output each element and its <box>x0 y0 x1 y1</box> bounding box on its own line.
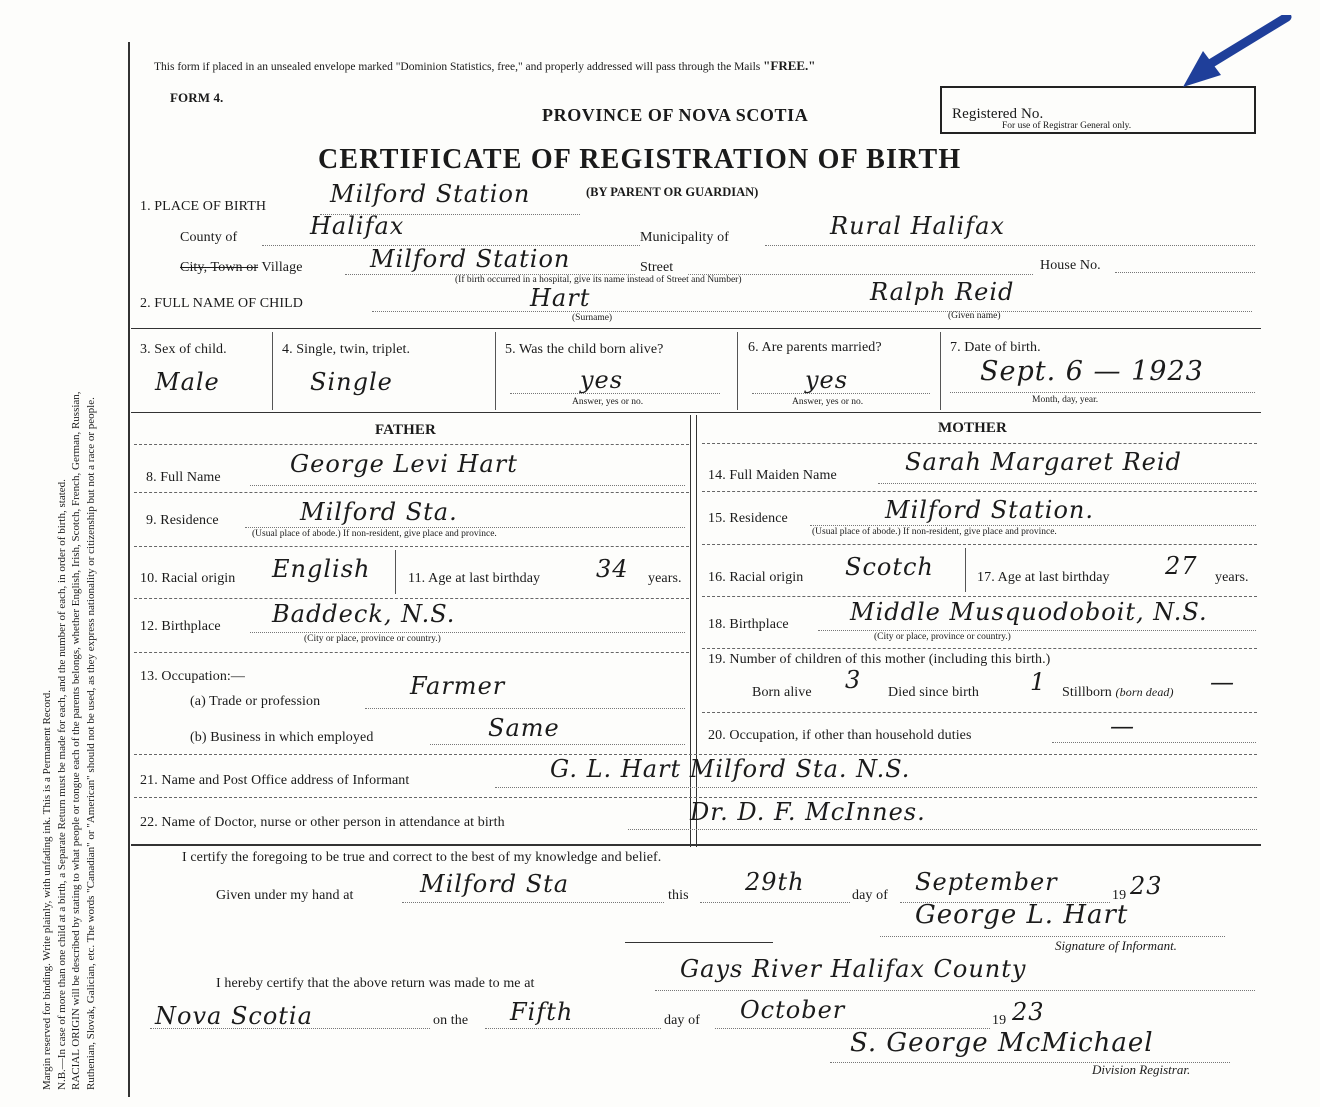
mother-race-label: 16. Racial origin <box>708 570 804 585</box>
usual-caption: (Usual place of abode.) If non-resident, give place and province. <box>252 529 497 539</box>
stillborn-label: Stillborn (born dead) <box>1062 685 1174 700</box>
dob-label: 7. Date of birth. <box>950 340 1041 355</box>
village-value: Milford Station <box>370 245 571 273</box>
by-parent-note: (BY PARENT OR GUARDIAN) <box>586 185 759 199</box>
divider <box>134 546 689 547</box>
line <box>430 744 685 745</box>
margin-line-2: N.B.—In case of more than one child at a birth, a Separate Return must be made for each, and the number of each, in order of birth, stated. <box>55 479 68 1090</box>
city-prov-caption: (City or place, province or country.) <box>304 634 441 644</box>
surname-caption: (Surname) <box>572 313 613 323</box>
given-at-label: Given under my hand at <box>216 888 354 903</box>
mother-birthplace-value: Middle Musquodoboit, N.S. <box>850 598 1208 626</box>
mother-race-value: Scotch <box>845 553 934 581</box>
father-birthplace-label: 12. Birthplace <box>140 619 221 634</box>
municipality-label: Municipality of <box>640 230 729 245</box>
reg-label: Registered No. <box>952 106 1044 122</box>
line <box>372 311 1252 312</box>
line <box>880 936 1225 937</box>
alive-label: 5. Was the child born alive? <box>505 342 664 357</box>
line <box>752 393 930 394</box>
informant-signature: George L. Hart <box>915 900 1129 930</box>
children-label: 19. Number of children of this mother (including this birth.) <box>708 652 1051 667</box>
sex-value: Male <box>155 368 220 396</box>
line <box>485 1028 661 1029</box>
dob-caption: Month, day, year. <box>1032 395 1099 405</box>
father-heading: FATHER <box>375 422 436 438</box>
given-name-value: Ralph Reid <box>870 278 1015 306</box>
mother-age-label: 17. Age at last birthday <box>977 570 1110 585</box>
mother-occupation-value: — <box>1110 712 1135 740</box>
informant-value: G. L. Hart Milford Sta. N.S. <box>550 755 911 783</box>
stillborn-value: — <box>1210 668 1235 696</box>
place-of-birth-value: Milford Station <box>330 180 531 208</box>
margin-line-4: Ruthenian, Slovak, Galician, etc. The words "Canadian" or "American" should not be used, as they express nationality or citizenship but not a race or people. <box>84 397 97 1090</box>
plurality-value: Single <box>310 368 393 396</box>
registrar-signature: S. George McMichael <box>850 1028 1154 1058</box>
father-residence-label: 9. Residence <box>146 513 219 528</box>
surname-value: Hart <box>530 284 591 312</box>
mother-residence-value: Milford Station. <box>885 496 1094 524</box>
binding-margin <box>40 40 98 1090</box>
this-label: this <box>668 888 689 903</box>
alive-value: yes <box>580 366 624 394</box>
signature-informant-caption: Signature of Informant. <box>1055 938 1177 953</box>
mother-name-label: 14. Full Maiden Name <box>708 468 837 483</box>
divider <box>272 332 273 410</box>
line <box>700 902 850 903</box>
years-label: years. <box>1215 570 1249 585</box>
mother-age-value: 27 <box>1165 552 1198 580</box>
divider <box>395 550 396 594</box>
born-alive-value: 3 <box>845 666 862 694</box>
margin-line-3: RACIAL ORIGIN will be described by stating to what people or tongue each of the parents belongs, whether English, Irish, Scotch, French, German, Russian, <box>70 391 82 1090</box>
business-label: (b) Business in which employed <box>190 730 374 745</box>
divider <box>134 598 689 599</box>
line <box>365 708 685 709</box>
mother-occupation-label: 20. Occupation, if other than household duties <box>708 728 972 743</box>
line <box>950 392 1255 393</box>
divider <box>495 332 496 410</box>
informant-label: 21. Name and Post Office address of Informant <box>140 773 410 788</box>
sex-label: 3. Sex of child. <box>140 342 227 357</box>
divider <box>625 942 773 943</box>
dob-value: Sept. 6 — 1923 <box>980 356 1204 387</box>
registered-day-value: Fifth <box>510 998 574 1026</box>
margin-rule <box>128 42 130 1097</box>
yes-no-caption: Answer, yes or no. <box>572 397 644 407</box>
divider <box>702 544 1257 545</box>
mail-notice: This form if placed in an unsealed envelope marked "Dominion Statistics, free," and properly addressed will pass through the Mails "FREE." <box>154 58 816 73</box>
trade-value: Farmer <box>410 672 506 700</box>
hereby-label: I hereby certify that the above return was made to me at <box>216 976 535 991</box>
day-of-label: day of <box>852 888 888 903</box>
business-value: Same <box>488 714 560 742</box>
occupation-label: 13. Occupation:— <box>140 669 246 684</box>
father-age-label: 11. Age at last birthday <box>408 571 541 586</box>
given-month-value: September <box>915 868 1058 896</box>
line <box>628 829 1257 830</box>
registered-at-value: Gays River Halifax County <box>680 955 1027 983</box>
line <box>510 393 720 394</box>
arrow-mark-icon <box>1175 15 1295 95</box>
father-age-value: 34 <box>596 555 629 583</box>
divider <box>134 444 689 445</box>
line <box>1052 742 1256 743</box>
division-registrar-caption: Division Registrar. <box>1092 1062 1191 1077</box>
given-day-value: 29th <box>745 868 805 896</box>
divider <box>702 443 1257 444</box>
city-town-label: City, Town or Village <box>180 260 303 275</box>
yes-no-caption: Answer, yes or no. <box>792 397 864 407</box>
line <box>810 525 1256 526</box>
full-name-label: 2. FULL NAME OF CHILD <box>140 296 303 311</box>
certify-statement: I certify the foregoing to be true and correct to the best of my knowledge and belief. <box>182 850 662 865</box>
line <box>1115 272 1255 273</box>
street-label: Street <box>640 260 674 275</box>
house-label: House No. <box>1040 258 1101 273</box>
divider <box>702 648 1257 649</box>
died-value: 1 <box>1030 668 1047 696</box>
line <box>250 632 685 633</box>
line <box>818 630 1256 631</box>
doctor-value: Dr. D. F. McInnes. <box>690 798 926 826</box>
year-prefix: 19 <box>1112 888 1127 903</box>
married-value: yes <box>805 366 849 394</box>
divider <box>940 332 941 410</box>
doctor-label: 22. Name of Doctor, nurse or other person in attendance at birth <box>140 815 505 830</box>
hospital-note: (If birth occurred in a hospital, give its name instead of Street and Number) <box>455 275 742 285</box>
city-prov-caption: (City or place, province or country.) <box>874 632 1011 642</box>
mother-name-value: Sarah Margaret Reid <box>905 448 1182 476</box>
line <box>495 787 1257 788</box>
margin-line-1: Margin reserved for binding. Write plainly, with unfading ink. This is a Permanent Record. <box>41 690 53 1090</box>
registered-month-value: October <box>740 996 846 1024</box>
father-birthplace-value: Baddeck, N.S. <box>272 600 456 628</box>
given-at-value: Milford Sta <box>420 870 570 898</box>
born-alive-label: Born alive <box>752 685 812 700</box>
usual-caption: (Usual place of abode.) If non-resident, give place and province. <box>812 527 1057 537</box>
father-residence-value: Milford Sta. <box>300 498 458 526</box>
divider <box>134 652 689 653</box>
divider <box>131 328 1261 329</box>
county-label: County of <box>180 230 238 245</box>
page-title: CERTIFICATE OF REGISTRATION OF BIRTH <box>318 144 962 175</box>
father-race-value: English <box>272 555 371 583</box>
registered-year-value: 23 <box>1012 998 1045 1026</box>
divider <box>965 548 966 592</box>
form-number: FORM 4. <box>170 90 224 105</box>
line <box>402 902 664 903</box>
line <box>250 485 685 486</box>
municipality-value: Rural Halifax <box>830 212 1005 240</box>
reg-note: For use of Registrar General only. <box>1002 121 1132 131</box>
father-name-label: 8. Full Name <box>146 470 221 485</box>
trade-label: (a) Trade or profession <box>190 694 321 709</box>
plurality-label: 4. Single, twin, triplet. <box>282 342 411 357</box>
line <box>245 527 685 528</box>
divider <box>134 492 689 493</box>
married-label: 6. Are parents married? <box>748 340 882 355</box>
line <box>655 990 1255 991</box>
divider <box>702 596 1257 597</box>
mother-heading: MOTHER <box>938 420 1007 436</box>
given-caption: (Given name) <box>948 311 1001 321</box>
given-year-value: 23 <box>1130 872 1163 900</box>
margin-text <box>40 40 98 1090</box>
divider <box>702 491 1257 492</box>
father-name-value: George Levi Hart <box>290 450 518 478</box>
mother-residence-label: 15. Residence <box>708 511 788 526</box>
father-race-label: 10. Racial origin <box>140 571 236 586</box>
died-label: Died since birth <box>888 685 980 700</box>
line <box>765 245 1255 246</box>
place-of-birth-label: 1. PLACE OF BIRTH <box>140 199 267 214</box>
divider <box>131 412 1261 413</box>
divider <box>737 332 738 410</box>
day-of-label-2: day of <box>664 1013 700 1028</box>
province-heading: PROVINCE OF NOVA SCOTIA <box>542 105 809 125</box>
year-prefix-2: 19 <box>992 1013 1007 1028</box>
on-the-label: on the <box>433 1013 469 1028</box>
years-label: years. <box>648 571 682 586</box>
divider <box>702 712 1257 713</box>
line <box>878 483 1256 484</box>
registered-province-value: Nova Scotia <box>155 1002 313 1030</box>
line <box>150 1028 430 1029</box>
divider <box>131 844 1261 846</box>
county-value: Halifax <box>310 212 405 240</box>
mother-birthplace-label: 18. Birthplace <box>708 617 789 632</box>
